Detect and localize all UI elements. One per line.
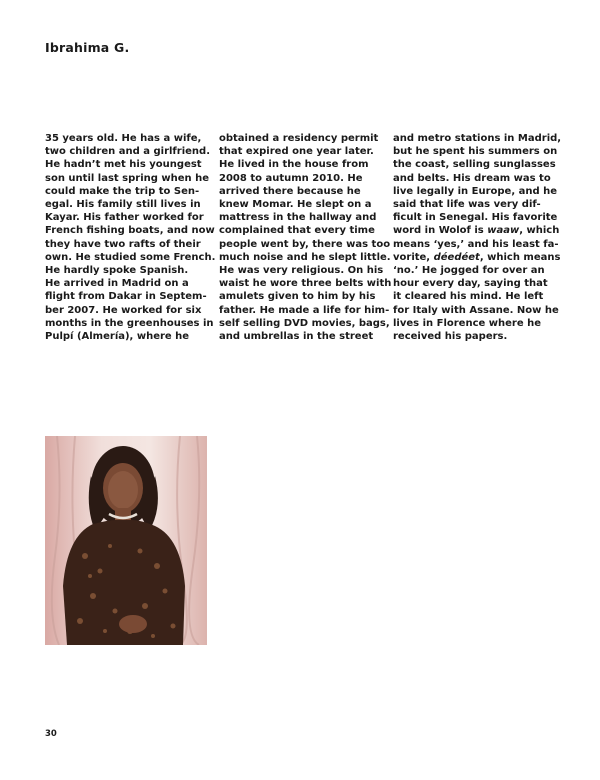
text-line: complained that every time xyxy=(219,225,375,237)
text-line: self selling DVD movies, bags, xyxy=(219,317,390,329)
text-line: received his papers. xyxy=(393,331,508,343)
text-line: could make the trip to Sen- xyxy=(45,185,200,197)
portrait-photo xyxy=(45,436,207,645)
text-line: knew Momar. He slept on a xyxy=(219,199,372,211)
text-line: He hardly spoke Spanish. xyxy=(45,265,189,277)
text-line: Kayar. His father worked for xyxy=(45,212,204,224)
text-line: father. He made a life for him- xyxy=(219,304,390,316)
text-line: He hadn’t met his youngest xyxy=(45,159,202,171)
text-line: the coast, selling sunglasses xyxy=(393,159,556,171)
text-line: mattress in the hallway and xyxy=(219,212,377,224)
text-line: 35 years old. He has a wife, xyxy=(45,133,202,144)
text-line: people went by, there was too xyxy=(219,238,391,250)
text-line: Pulpí (Almería), where he xyxy=(45,331,190,343)
text-line: vorite, déedéet, which means xyxy=(393,251,561,263)
text-line: for Italy with Assane. Now he xyxy=(393,304,559,316)
page-number: 30 xyxy=(45,729,57,739)
text-line: He was very religious. On his xyxy=(219,265,384,277)
text-line: and belts. His dream was to xyxy=(393,172,551,184)
text-line: ficult in Senegal. His favorite xyxy=(393,212,558,224)
text-line: egal. His family still lives in xyxy=(45,199,201,211)
text-line: He arrived in Madrid on a xyxy=(45,278,189,290)
text-line: much noise and he slept little. xyxy=(219,251,391,263)
text-column-1 xyxy=(45,132,216,343)
text-line: said that life was very dif- xyxy=(393,199,541,211)
text-line: and metro stations in Madrid, xyxy=(393,133,562,144)
text-line: and umbrellas in the street xyxy=(219,331,374,343)
text-line: months in the greenhouses in xyxy=(45,317,214,329)
text-line: but he spent his summers on xyxy=(393,146,558,158)
text-line: waist he wore three belts with xyxy=(219,278,392,290)
text-line: ber 2007. He worked for six xyxy=(45,304,202,316)
page-title: Ibrahima G. xyxy=(45,40,130,55)
text-line: ‘no.’ He jogged for over an xyxy=(393,265,545,277)
text-line: own. He studied some French. xyxy=(45,251,216,263)
text-line: it cleared his mind. He left xyxy=(393,291,544,303)
text-line: word in Wolof is waaw, which xyxy=(393,225,560,237)
text-line: that expired one year later. xyxy=(219,146,374,158)
text-line: obtained a residency permit xyxy=(219,133,379,144)
text-line: lives in Florence where he xyxy=(393,317,542,329)
text-line: they have two rafts of their xyxy=(45,238,201,250)
text-line: 2008 to autumn 2010. He xyxy=(219,172,363,184)
text-line: hour every day, saying that xyxy=(393,278,548,290)
text-line: He lived in the house from xyxy=(219,159,369,171)
text-line: means ‘yes,’ and his least fa- xyxy=(393,238,559,250)
text-line: amulets given to him by his xyxy=(219,291,376,303)
text-column-3 xyxy=(393,132,562,343)
text-line: two children and a girlfriend. xyxy=(45,146,210,158)
text-line: live legally in Europe, and he xyxy=(393,185,558,197)
text-column-2 xyxy=(219,132,392,343)
text-line: flight from Dakar in Septem- xyxy=(45,291,207,303)
text-line: arrived there because he xyxy=(219,185,361,197)
text-line: son until last spring when he xyxy=(45,172,210,184)
text-line: French fishing boats, and now xyxy=(45,225,215,237)
